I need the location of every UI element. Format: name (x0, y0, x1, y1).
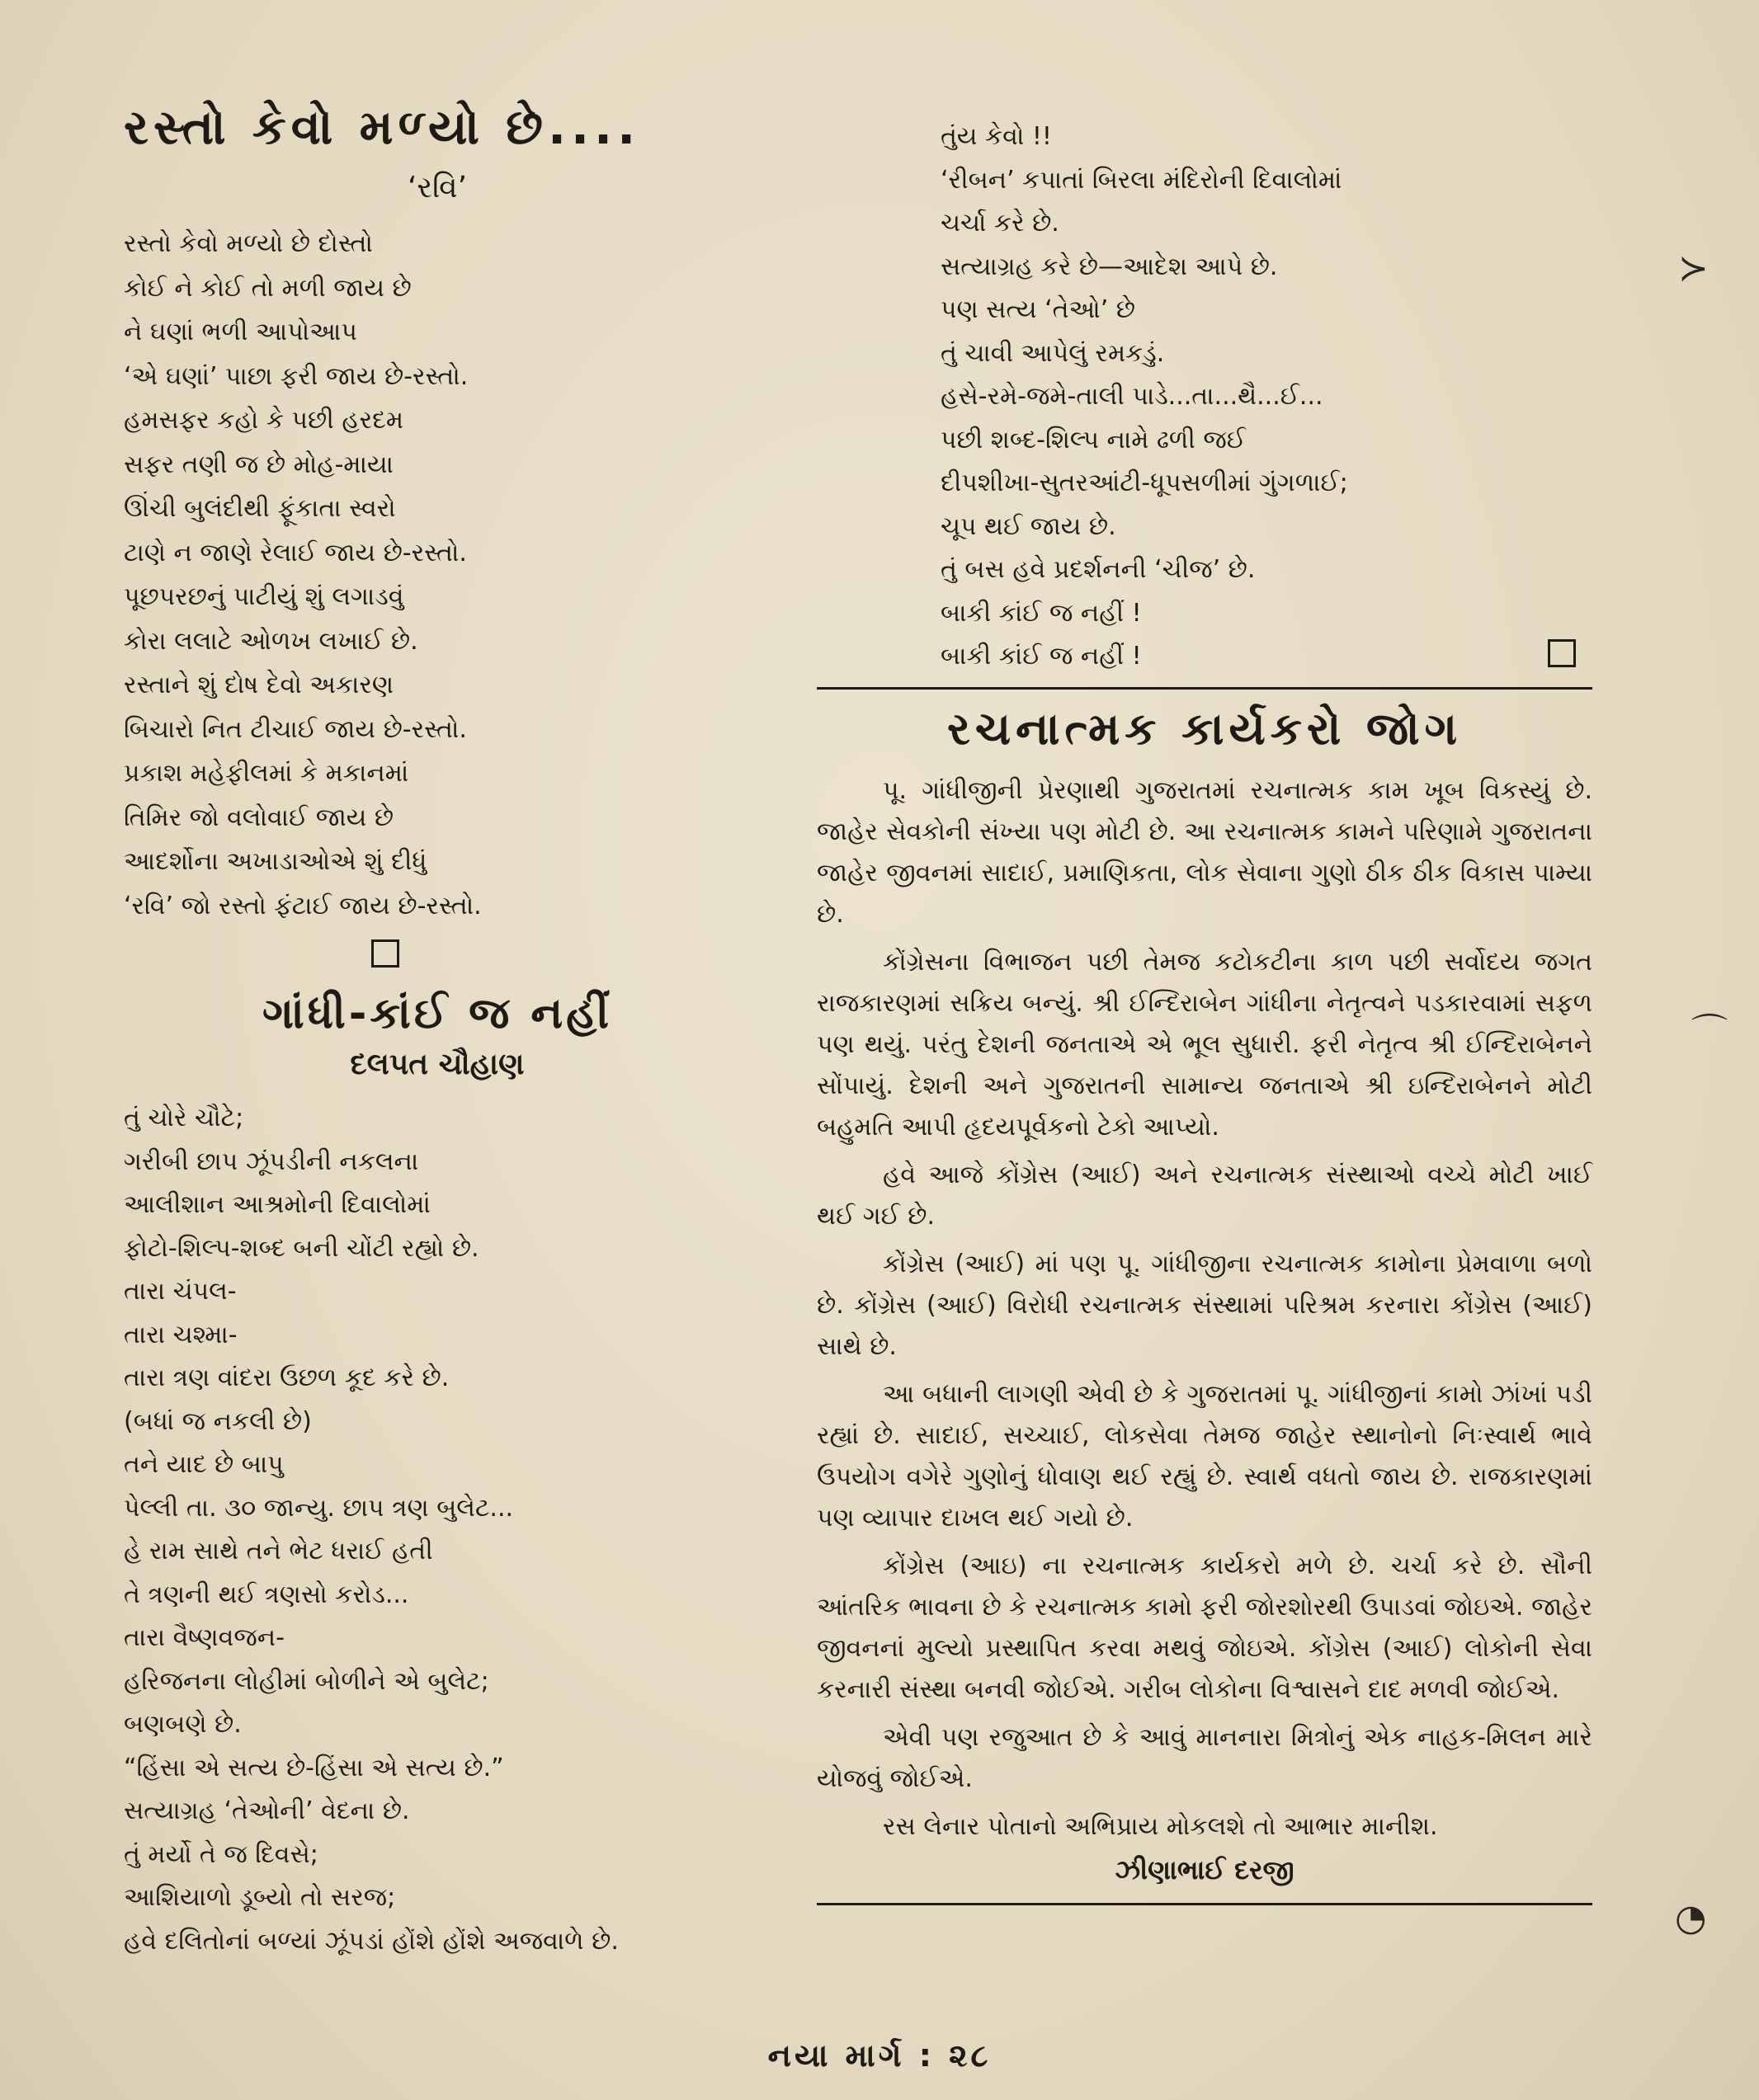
section-end-box (371, 939, 399, 968)
section-end-box (1548, 639, 1576, 667)
poem-line: “હિંસા એ સત્ય છે-હિંસા એ સત્ય છે.” (124, 1753, 504, 1782)
poem-line: ‘એ ઘણાં’ પાછા ફરી જાય છે-રસ્તો. (124, 361, 469, 391)
poem-line: સત્યાગ્રહ ‘તેઓની’ વેદના છે. (124, 1796, 410, 1825)
poem1-author: ‘રવિ’ (407, 171, 468, 205)
page-footer: નયા માર્ગ : ૨૮ (767, 2037, 992, 2074)
poem-line: દીપશીખા-સુતરઆંટી-ધૂપસળીમાં ગુંગળાઈ; (941, 468, 1348, 497)
poem-line: (બધાં જ નકલી છે) (124, 1406, 312, 1436)
poem-line: પૂછપરછનું પાટીયું શું લગાડવું (124, 582, 404, 611)
poem-line: ફોટો-શિલ્પ-શબ્દ બની ચોંટી રહ્યો છે. (124, 1233, 479, 1263)
poem-line: તારા ચશ્મા- (124, 1320, 238, 1349)
poem-line: સત્યાગ્રહ કરે છે—આદેશ આપે છે. (941, 252, 1278, 281)
article-title: રચનાત્મક કાર્યકરો જોગ (946, 702, 1463, 755)
article-paragraph: આ બધાની લાગણી એવી છે કે ગુજરાતમાં પૂ. ગાંધીજીનાં કામો ઝાંખાં પડી રહ્યાં છે. સાદાઈ, સચ્ચાઈ, લોકસેવા તેમજ જાહેર સ્થાનોનો નિઃસ્વાર્થ ભાવે ઉપયોગ વગેરે ગુણોનું ધોવાણ થઈ રહ્યું છે. સ્વાર્થ વધતો જાય છે. રાજકારણમાં પણ વ્યાપાર દાખલ થઈ ગયો છે. (817, 1379, 1592, 1533)
poem-line: આશિયાળો ડૂબ્યો તો સરજ; (124, 1883, 396, 1912)
poem2-author: દલપત ચૌહાણ (350, 1048, 525, 1081)
poem-line: આદર્શોના અખાડાઓએ શું દીધું (124, 847, 427, 876)
poem-line: તું ચાવી આપેલું રમકડું. (941, 338, 1165, 368)
poem-line: તું બસ હવે પ્રદર્શનની ‘ચીજ’ છે. (941, 555, 1256, 584)
poem-line: હસે-રમે-જમે-તાલી પાડે...તા...થૈ...ઈ... (941, 382, 1323, 411)
article-paragraph: કોંગ્રેસ (આઈ) માં પણ પૂ. ગાંધીજીના રચનાત્મક કામોના પ્રેમવાળા બળો છે. કોંગ્રેસ (આઈ) વિરોધી રચનાત્મક સંસ્થામાં પરિશ્રમ કરનારા કોંગ્રેસ (આઈ) સાથે છે. (817, 1249, 1592, 1361)
poem-line: તુંય કેવો !! (941, 122, 1052, 151)
poem-line: તે ત્રણની થઈ ત્રણસો કરોડ... (124, 1580, 409, 1609)
binding-mark-icon: ⌒ (1691, 1011, 1728, 1053)
poem-line: રસ્તો કેવો મળ્યો છે દોસ્તો (124, 229, 373, 258)
poem2-continuation (817, 115, 1592, 679)
poem-line: બાકી કાંઈ જ નહીં ! (941, 598, 1142, 628)
poem-line: ચૂપ થઈ જાય છે. (941, 511, 1116, 541)
poem-line: કોરા લલાટે ઓળખ લખાઈ છે. (124, 626, 418, 656)
poem-line: આલીશાન આશ્રમોની દિવાલોમાં (124, 1190, 431, 1219)
article-paragraph: પૂ. ગાંધીજીની પ્રેરણાથી ગુજરાતમાં રચનાત્મક કામ ખૂબ વિકસ્યું છે. જાહેર સેવકોની સંખ્યા પણ મોટી છે. આ રચનાત્મક કામને પરિણામે ગુજરાતના જાહેર જીવનમાં સાદાઈ, પ્રમાણિકતા, લોક સેવાના ગુણો ઠીક ઠીક વિકાસ પામ્યા છે. (817, 775, 1592, 929)
article-paragraph: કોંગ્રેસના વિભાજન પછી તેમજ કટોકટીના કાળ પછી સર્વોદય જગત રાજકારણમાં સક્રિય બન્યું. શ્રી ઈન્દિરાબેન ગાંધીના નેતૃત્વને પડકારવામાં સફળ પણ થયું. પરંતુ દેશની જનતાએ એ ભૂલ સુધારી. ફરી નેતૃત્વ શ્રી ઈન્દિરાબેનને સોંપાયું. દેશની અને ગુજરાતની સામાન્ય જનતાએ શ્રી ઇન્દિરાબેનને મોટી બહુમતિ આપી હૃદયપૂર્વકનો ટેકો આપ્યો. (817, 947, 1592, 1142)
article-body (817, 770, 1592, 1848)
poem-line: તારા ચંપલ- (124, 1277, 237, 1306)
article-paragraph: કોંગ્રેસ (આઇ) ના રચનાત્મક કાર્યકરો મળે છે. ચર્ચા કરે છે. સૌની આંતરિક ભાવના છે કે રચનાત્મક કામો ફરી જોરશોરથી ઉપાડવાં જોઇએ. જાહેર જીવનનાં મુલ્યો પ્રસ્થાપિત કરવા મથવું જોઇએ. કોંગ્રેસ (આઈ) લોકોની સેવા કરનારી સંસ્થા બનવી જોઈએ. ગરીબ લોકોના વિશ્વાસને દાદ મળવી જોઈએ. (817, 1551, 1592, 1704)
article-paragraph: રસ લેનાર પોતાનો અભિપ્રાય મોકલશે તો આભાર માનીશ. (883, 1811, 1438, 1841)
section-divider-bottom (817, 1903, 1592, 1905)
poem-line: ચર્ચા કરે છે. (941, 209, 1059, 238)
poem-line: પેલ્લી તા. ૩૦ જાન્યુ. છાપ ત્રણ બુલેટ... (124, 1493, 514, 1523)
poem-line: ‘રવિ’ જો રસ્તો ફંટાઈ જાય છે-રસ્તો. (124, 891, 482, 921)
poem-line: તારા વૈષ્ણવજન- (124, 1623, 285, 1652)
poem1-title: રસ્તો કેવો મળ્યો છે.... (124, 99, 641, 155)
poem-line: હરિજનના લોહીમાં બોળીને એ બુલેટ; (124, 1666, 489, 1696)
poem-line: રસ્તાને શું દોષ દેવો અકારણ (124, 671, 394, 699)
poem2-title: ગાંધી-કાંઈ જ નહીં (262, 989, 612, 1038)
poem-line: કોઈ ને કોઈ તો મળી જાય છે (124, 273, 412, 303)
binding-mark-icon: ≻ (1678, 247, 1709, 290)
poem-line: સફર તણી જ છે મોહ-માયા (124, 450, 394, 479)
poem-line: ‘રીબન’ કપાતાં બિરલા મંદિરોની દિવાલોમાં (941, 165, 1342, 195)
article-paragraph: એવી પણ રજુઆત છે કે આવું માનનારા મિત્રોનું એક નાહક-મિલન મારે યોજવું જોઈએ. (817, 1722, 1592, 1793)
poem2-body (124, 1097, 751, 1963)
poem-line: હમસફર કહો કે પછી હરદમ (124, 406, 404, 435)
poem-line: હે રામ સાથે તને ભેટ ધરાઈ હતી (124, 1537, 433, 1566)
left-column (124, 99, 751, 1963)
section-divider (817, 687, 1592, 690)
poem-line: પછી શબ્દ-શિલ્પ નામે ઢળી જઈ (941, 425, 1246, 454)
poem-line: ને ઘણાં ભળી આપોઆપ (124, 318, 357, 346)
poem-line: પ્રકાશ મહેફીલમાં કે મકાનમાં (124, 759, 409, 788)
poem-line: ઊંચી બુલંદીથી ફૂંકાતા સ્વરો (124, 494, 396, 523)
poem-line: બાકી કાંઈ જ નહીં ! (941, 642, 1142, 671)
poem-line: ગરીબી છાપ ઝૂંપડીની નકલના (124, 1147, 419, 1176)
poem-line: પણ સત્ય ‘તેઓ’ છે (941, 295, 1135, 324)
poem-line: બણબણે છે. (124, 1710, 242, 1739)
binding-mark-icon: ◔ (1675, 1897, 1707, 1939)
poem-line: તું મર્યો તે જ દિવસે; (124, 1839, 318, 1869)
poem-line: તને યાદ છે બાપુ (124, 1450, 284, 1479)
poem-line: બિચારો નિત ટીચાઈ જાય છે-રસ્તો. (124, 714, 467, 744)
poem-line: ટાણે ન જાણે રેલાઈ જાય છે-રસ્તો. (124, 538, 467, 567)
poem-line: હવે દલિતોનાં બળ્યાં ઝૂંપડાં હોંશે હોંશે અજવાળે છે. (124, 1926, 619, 1956)
article-paragraph: હવે આજે કોંગ્રેસ (આઈ) અને રચનાત્મક સંસ્થાઓ વચ્ચે મોટી ખાઈ થઈ ગઈ છે. (817, 1160, 1592, 1231)
poem-line: તારા ત્રણ વાંદરા ઉછળ કૂદ કરે છે. (124, 1363, 450, 1392)
poem-line: તું ચોરે ચૌટે; (124, 1104, 244, 1132)
right-column (817, 115, 1592, 1905)
poem1-body (124, 222, 751, 928)
article-author: ઝીણાભાઈ દરજી (1115, 1853, 1294, 1886)
poem-line: તિમિર જો વલોવાઈ જાય છે (124, 803, 394, 832)
